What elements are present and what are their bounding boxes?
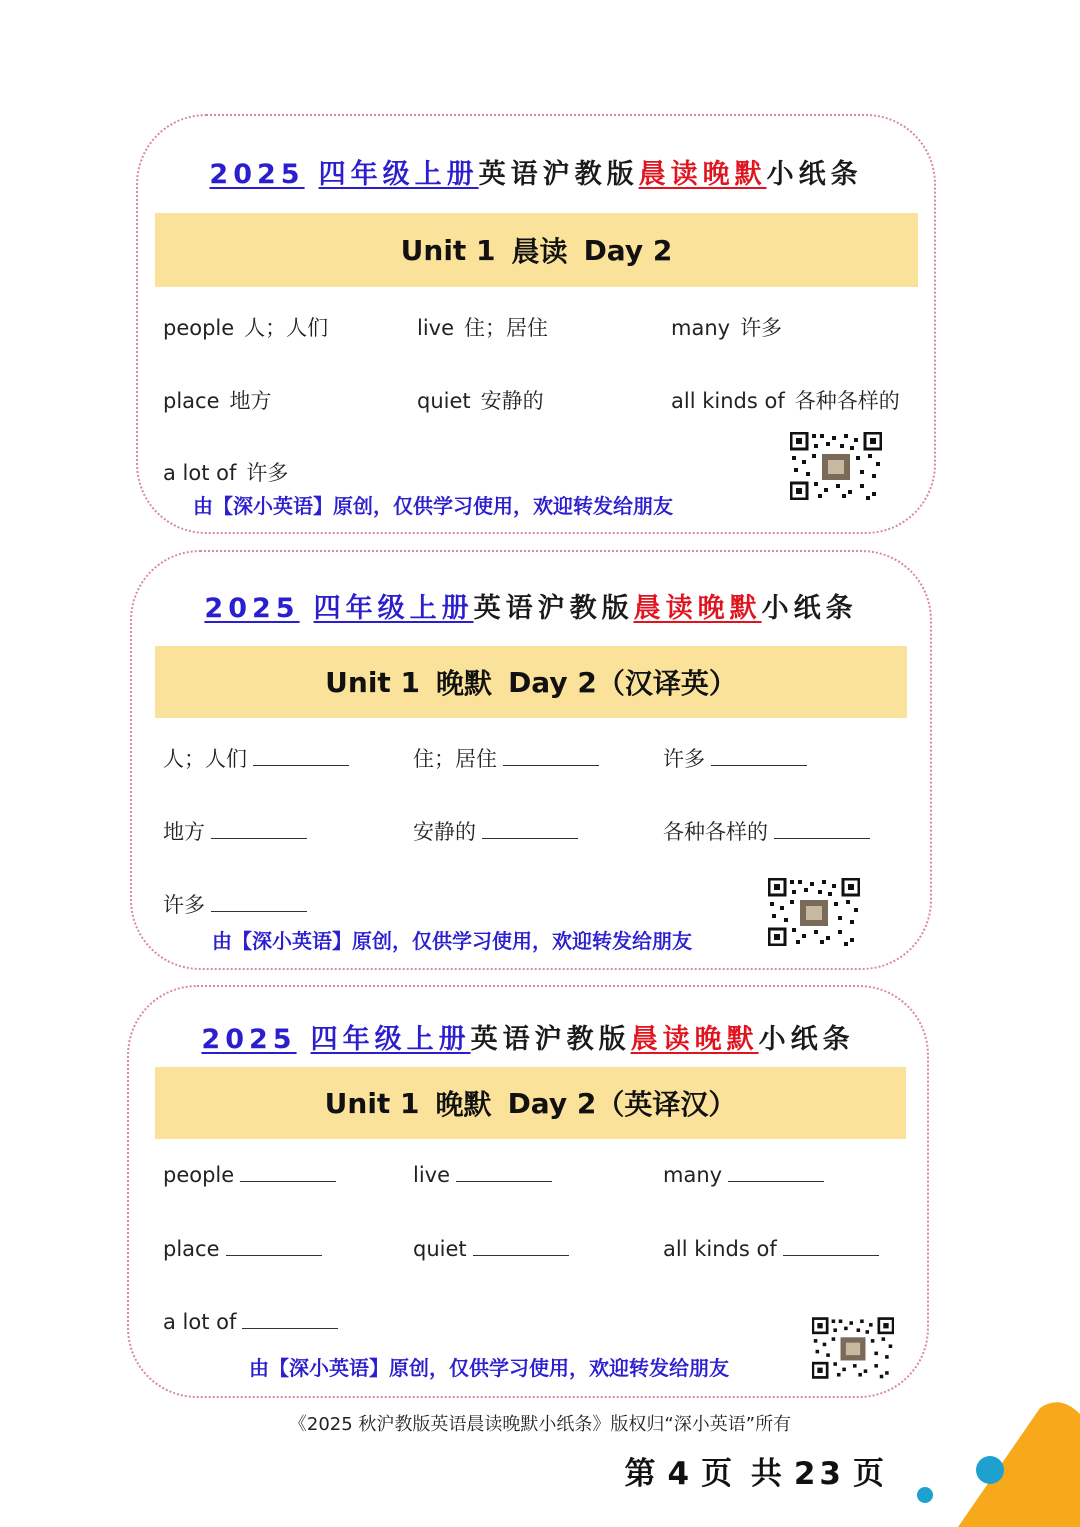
dictation-item: [163, 816, 307, 846]
credit-line: 由【深小英语】原创，仅供学习使用，欢迎转发给朋友: [249, 1356, 729, 1380]
dictation-item: [163, 743, 349, 773]
answer-blank[interactable]: [503, 747, 599, 766]
credit-line: 由【深小英语】原创，仅供学习使用，欢迎转发给朋友: [193, 494, 673, 518]
banner-type: 晚默: [436, 667, 493, 700]
title-subject: 英语沪教版: [473, 593, 634, 624]
vocab-en: a lot of: [163, 461, 237, 485]
vocab-en: live: [417, 316, 455, 340]
dictation-item: [163, 1163, 336, 1187]
answer-blank[interactable]: [240, 1163, 336, 1182]
credit-line: 由【深小英语】原创，仅供学习使用，欢迎转发给朋友: [212, 929, 692, 953]
card-title: [138, 152, 934, 191]
page-mid: 页 共: [701, 1456, 786, 1492]
answer-blank[interactable]: [226, 1237, 322, 1256]
card-evening-dictation-en-cn: [127, 985, 929, 1398]
dictation-item: [163, 1310, 338, 1334]
dictation-item: [413, 743, 599, 773]
answer-blank[interactable]: [728, 1163, 824, 1182]
answer-blank[interactable]: [211, 820, 307, 839]
vocab-zh: 住；居住: [413, 747, 497, 771]
title-suffix: 小纸条: [766, 159, 863, 190]
vocab-zh: 地方: [229, 389, 272, 413]
dictation-item: [163, 1237, 322, 1261]
dictation-item: [663, 743, 807, 773]
answer-blank[interactable]: [711, 747, 807, 766]
vocab-zh: 安静的: [413, 820, 476, 844]
unit-banner: [155, 213, 918, 287]
dictation-item: [663, 1163, 824, 1187]
banner-day: Day 2: [583, 233, 673, 267]
vocab-en: many: [663, 1163, 723, 1187]
title-year: 2025: [204, 593, 300, 624]
banner-day: Day 2: [508, 665, 597, 699]
dictation-item: [663, 816, 870, 846]
answer-blank[interactable]: [211, 893, 307, 912]
answer-blank[interactable]: [456, 1163, 552, 1182]
vocab-en: people: [163, 316, 235, 340]
vocab-zh: 地方: [163, 820, 205, 844]
dictation-item: [413, 1163, 552, 1187]
vocab-en: many: [671, 316, 731, 340]
unit-banner: [155, 1067, 906, 1139]
title-morning-evening: 晨读晚默: [630, 1024, 759, 1055]
title-year: 2025: [201, 1024, 297, 1055]
vocab-zh: 人；人们: [163, 747, 247, 771]
vocab-zh: 安静的: [480, 389, 544, 413]
vocab-zh: 各种各样的: [663, 820, 768, 844]
vocab-en: live: [413, 1163, 451, 1187]
copyright-note: 《2025 秋沪教版英语晨读晚默小纸条》版权归“深小英语”所有: [288, 1414, 792, 1435]
title-morning-evening: 晨读晚默: [633, 593, 762, 624]
title-subject: 英语沪教版: [478, 159, 639, 190]
banner-unit: Unit 1: [324, 1086, 420, 1120]
vocab-en: place: [163, 1237, 220, 1261]
vocab-en: quiet: [413, 1237, 467, 1261]
title-suffix: 小纸条: [761, 593, 858, 624]
page-prefix: 第: [624, 1456, 660, 1492]
vocab-en: all kinds of: [671, 389, 785, 413]
title-year: 2025: [209, 159, 305, 190]
vocab-en: people: [163, 1163, 235, 1187]
dictation-item: [663, 1237, 879, 1261]
vocab-zh: 许多: [246, 461, 289, 485]
banner-mode: （英译汉）: [596, 1088, 737, 1121]
page-suffix: 页: [853, 1456, 888, 1492]
vocab-item: [671, 312, 782, 342]
banner-unit: Unit 1: [400, 233, 496, 267]
answer-blank[interactable]: [774, 820, 870, 839]
title-grade: 四年级上册: [318, 159, 479, 190]
title-grade: 四年级上册: [310, 1024, 471, 1055]
vocab-item: [417, 385, 544, 415]
vocab-en: all kinds of: [663, 1237, 777, 1261]
dictation-item: [163, 889, 307, 919]
vocab-item: [163, 312, 328, 342]
answer-blank[interactable]: [482, 820, 578, 839]
title-subject: 英语沪教版: [470, 1024, 631, 1055]
vocab-en: a lot of: [163, 1310, 237, 1334]
answer-blank[interactable]: [242, 1310, 338, 1329]
vocab-item: [163, 385, 272, 415]
card-title: [129, 1017, 927, 1056]
answer-blank[interactable]: [783, 1237, 879, 1256]
vocab-zh: 各种各样的: [794, 389, 900, 413]
answer-blank[interactable]: [253, 747, 349, 766]
title-morning-evening: 晨读晚默: [638, 159, 767, 190]
vocab-zh: 人；人们: [244, 316, 329, 340]
banner-unit: Unit 1: [325, 665, 421, 699]
card-title: [132, 586, 930, 625]
qr-code-icon: [812, 1316, 894, 1380]
title-grade: 四年级上册: [313, 593, 474, 624]
vocab-zh: 住；居住: [464, 316, 549, 340]
vocab-item: [671, 385, 900, 415]
corner-decoration: [900, 1400, 1080, 1527]
dictation-item: [413, 1237, 569, 1261]
qr-code-icon: [790, 432, 882, 500]
banner-day: Day 2: [507, 1086, 597, 1120]
unit-banner: [155, 646, 907, 718]
vocab-item: [417, 312, 548, 342]
page-current: 4: [667, 1456, 694, 1492]
title-suffix: 小纸条: [758, 1024, 855, 1055]
dictation-item: [413, 816, 578, 846]
vocab-item: [163, 457, 288, 487]
vocab-zh: 许多: [740, 316, 783, 340]
banner-type: 晚默: [435, 1088, 492, 1121]
vocab-en: quiet: [417, 389, 471, 413]
vocab-zh: 许多: [163, 893, 205, 917]
qr-code-icon: [768, 878, 860, 946]
banner-type: 晨读: [511, 235, 568, 268]
vocab-en: place: [163, 389, 220, 413]
banner-mode: （汉译英）: [596, 667, 737, 700]
page-total: 23: [793, 1456, 845, 1492]
vocab-zh: 许多: [663, 747, 705, 771]
page-indicator: [620, 1448, 892, 1493]
answer-blank[interactable]: [473, 1237, 569, 1256]
